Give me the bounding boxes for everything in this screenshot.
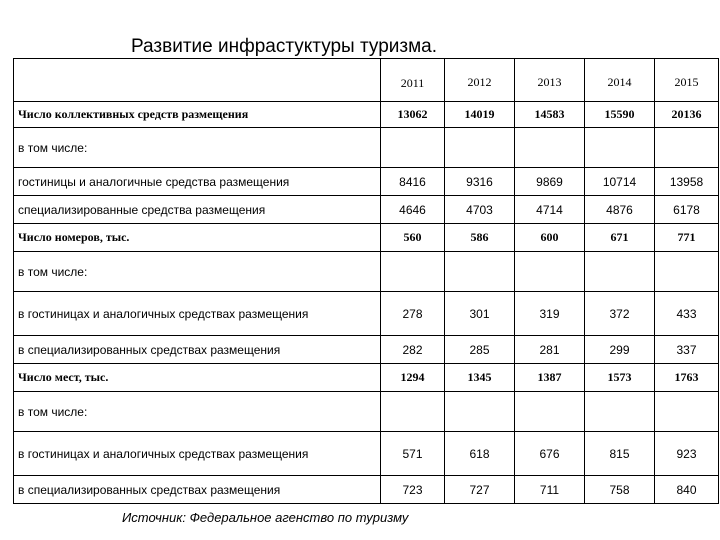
row-label: Число мест, тыс.: [14, 364, 381, 392]
cell-value: 671: [585, 224, 655, 252]
year-2015: 2015: [655, 59, 719, 102]
cell-value: 1387: [515, 364, 585, 392]
cell-value: 20136: [655, 102, 719, 128]
cell-value: 4703: [445, 196, 515, 224]
cell-value: 278: [381, 292, 445, 336]
table-row: [14, 364, 719, 392]
cell-value: 9316: [445, 168, 515, 196]
table-row: [14, 292, 719, 336]
cell-value: 4714: [515, 196, 585, 224]
cell-value: 8416: [381, 168, 445, 196]
header-row: [14, 59, 719, 102]
row-label: в гостиницах и аналогичных средствах размещения: [14, 292, 381, 336]
tourism-infrastructure-table: [13, 58, 719, 504]
cell-value: [655, 392, 719, 432]
cell-value: 281: [515, 336, 585, 364]
cell-value: 771: [655, 224, 719, 252]
cell-value: 727: [445, 476, 515, 504]
table-row: [14, 168, 719, 196]
cell-value: 676: [515, 432, 585, 476]
table-row: [14, 128, 719, 168]
cell-value: 4876: [585, 196, 655, 224]
cell-value: [585, 392, 655, 432]
cell-value: 6178: [655, 196, 719, 224]
row-label: в том числе:: [14, 252, 381, 292]
table-row: [14, 102, 719, 128]
cell-value: 1345: [445, 364, 515, 392]
table-row: [14, 336, 719, 364]
cell-value: [515, 392, 585, 432]
cell-value: [655, 252, 719, 292]
source-note: Источник: Федеральное агенство по туризму: [122, 510, 409, 525]
table-row: [14, 252, 719, 292]
cell-value: 14583: [515, 102, 585, 128]
cell-value: [515, 128, 585, 168]
cell-value: 433: [655, 292, 719, 336]
year-2013: 2013: [515, 59, 585, 102]
cell-value: 282: [381, 336, 445, 364]
cell-value: [585, 128, 655, 168]
cell-value: 815: [585, 432, 655, 476]
cell-value: 301: [445, 292, 515, 336]
cell-value: 1573: [585, 364, 655, 392]
cell-value: 618: [445, 432, 515, 476]
cell-value: 337: [655, 336, 719, 364]
table-row: [14, 224, 719, 252]
row-label: в гостиницах и аналогичных средствах размещения: [14, 432, 381, 476]
cell-value: 285: [445, 336, 515, 364]
cell-value: 923: [655, 432, 719, 476]
cell-value: [585, 252, 655, 292]
cell-value: 711: [515, 476, 585, 504]
cell-value: 586: [445, 224, 515, 252]
row-label: Число коллективных средств размещения: [14, 102, 381, 128]
table-row: [14, 392, 719, 432]
cell-value: 13062: [381, 102, 445, 128]
table-row: [14, 196, 719, 224]
cell-value: 1763: [655, 364, 719, 392]
header-empty-cell: [14, 59, 381, 102]
cell-value: [381, 252, 445, 292]
table-row: [14, 476, 719, 504]
row-label: Число номеров, тыс.: [14, 224, 381, 252]
row-label: гостиницы и аналогичные средства размещения: [14, 168, 381, 196]
cell-value: 10714: [585, 168, 655, 196]
cell-value: [381, 392, 445, 432]
page-title: Развитие инфрастуктуры туризма.: [131, 36, 437, 57]
cell-value: 560: [381, 224, 445, 252]
cell-value: 15590: [585, 102, 655, 128]
cell-value: 13958: [655, 168, 719, 196]
cell-value: 840: [655, 476, 719, 504]
year-2014: 2014: [585, 59, 655, 102]
cell-value: 299: [585, 336, 655, 364]
row-label: в специализированных средствах размещения: [14, 336, 381, 364]
cell-value: 14019: [445, 102, 515, 128]
cell-value: [445, 128, 515, 168]
row-label: в специализированных средствах размещения: [14, 476, 381, 504]
table-row: [14, 432, 719, 476]
cell-value: [515, 252, 585, 292]
cell-value: [445, 252, 515, 292]
cell-value: 1294: [381, 364, 445, 392]
year-2011: 2011: [381, 59, 445, 102]
cell-value: 571: [381, 432, 445, 476]
row-label: в том числе:: [14, 392, 381, 432]
cell-value: 9869: [515, 168, 585, 196]
cell-value: 600: [515, 224, 585, 252]
cell-value: 723: [381, 476, 445, 504]
row-label: специализированные средства размещения: [14, 196, 381, 224]
row-label: в том числе:: [14, 128, 381, 168]
cell-value: 758: [585, 476, 655, 504]
year-2012: 2012: [445, 59, 515, 102]
cell-value: [381, 128, 445, 168]
cell-value: 319: [515, 292, 585, 336]
cell-value: [445, 392, 515, 432]
cell-value: [655, 128, 719, 168]
cell-value: 4646: [381, 196, 445, 224]
cell-value: 372: [585, 292, 655, 336]
